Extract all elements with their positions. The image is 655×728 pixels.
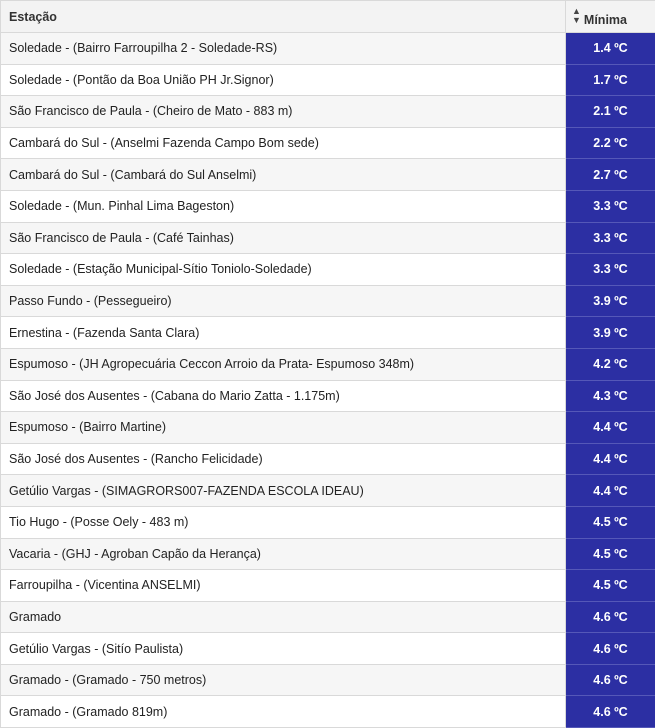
- table-row: [1, 285, 655, 317]
- minimum-temperature-cell: 4.5 ºC: [566, 538, 655, 570]
- sort-icon[interactable]: ▲ ▼: [572, 7, 581, 25]
- station-name-cell: Cambará do Sul - (Cambará do Sul Anselmi): [1, 159, 566, 191]
- station-name-cell: Farroupilha - (Vicentina ANSELMI): [1, 570, 566, 602]
- station-name-cell: São José dos Ausentes - (Cabana do Mario Zatta - 1.175m): [1, 380, 566, 412]
- minimum-temperature-cell: 4.6 ºC: [566, 633, 655, 665]
- table-row: [1, 412, 655, 444]
- minimum-temperature-cell: 4.4 ºC: [566, 475, 655, 507]
- station-name-cell: Gramado - (Gramado 819m): [1, 696, 566, 728]
- minimum-column-header[interactable]: [566, 1, 655, 33]
- station-name-cell: Espumoso - (Bairro Martine): [1, 412, 566, 444]
- minimum-temperature-cell: 4.4 ºC: [566, 412, 655, 444]
- minimum-temperature-cell: 3.9 ºC: [566, 317, 655, 349]
- station-name-cell: Soledade - (Bairro Farroupilha 2 - Soledade-RS): [1, 33, 566, 65]
- minimum-temperature-cell: 4.6 ºC: [566, 696, 655, 728]
- table-row: [1, 159, 655, 191]
- station-name-cell: Gramado: [1, 601, 566, 633]
- station-name-cell: São Francisco de Paula - (Café Tainhas): [1, 222, 566, 254]
- table-row: [1, 475, 655, 507]
- table-row: [1, 506, 655, 538]
- table-row: [1, 254, 655, 286]
- table-row: [1, 190, 655, 222]
- station-name-cell: Passo Fundo - (Pessegueiro): [1, 285, 566, 317]
- minimum-temperature-cell: 4.4 ºC: [566, 443, 655, 475]
- station-name-cell: Soledade - (Estação Municipal-Sítio Toniolo-Soledade): [1, 254, 566, 286]
- minimum-temperature-cell: 4.6 ºC: [566, 601, 655, 633]
- table-row: [1, 64, 655, 96]
- table-row: [1, 443, 655, 475]
- table-row: [1, 348, 655, 380]
- minimum-temperature-cell: 2.2 ºC: [566, 127, 655, 159]
- table-row: [1, 664, 655, 696]
- minimum-temperature-cell: 4.3 ºC: [566, 380, 655, 412]
- table-row: [1, 601, 655, 633]
- table-row: [1, 222, 655, 254]
- station-name-cell: São Francisco de Paula - (Cheiro de Mato - 883 m): [1, 96, 566, 128]
- table-row: [1, 538, 655, 570]
- station-name-cell: Getúlio Vargas - (Sitío Paulista): [1, 633, 566, 665]
- minimum-temperature-cell: 4.5 ºC: [566, 506, 655, 538]
- station-name-cell: Getúlio Vargas - (SIMAGRORS007-FAZENDA ESCOLA IDEAU): [1, 475, 566, 507]
- table-row: [1, 33, 655, 65]
- minimum-temperature-cell: 4.2 ºC: [566, 348, 655, 380]
- station-name-cell: Soledade - (Mun. Pinhal Lima Bageston): [1, 190, 566, 222]
- minimum-temperature-cell: 4.5 ºC: [566, 570, 655, 602]
- minimum-temperature-cell: 3.3 ºC: [566, 190, 655, 222]
- station-name-cell: Ernestina - (Fazenda Santa Clara): [1, 317, 566, 349]
- minimum-temperature-cell: 2.1 ºC: [566, 96, 655, 128]
- table-header-row: [1, 1, 655, 33]
- minimum-temperature-cell: 1.4 ºC: [566, 33, 655, 65]
- minimum-temperature-cell: 3.3 ºC: [566, 222, 655, 254]
- station-name-cell: Soledade - (Pontão da Boa União PH Jr.Signor): [1, 64, 566, 96]
- minimum-temperature-cell: 4.6 ºC: [566, 664, 655, 696]
- minimum-temperature-cell: 3.9 ºC: [566, 285, 655, 317]
- station-column-header[interactable]: [1, 1, 566, 33]
- table-row: [1, 317, 655, 349]
- table-row: [1, 633, 655, 665]
- station-name-cell: Tio Hugo - (Posse Oely - 483 m): [1, 506, 566, 538]
- station-header-label: Estação: [9, 10, 57, 24]
- minimum-temperature-cell: 3.3 ºC: [566, 254, 655, 286]
- station-name-cell: Espumoso - (JH Agropecuária Ceccon Arroio da Prata- Espumoso 348m): [1, 348, 566, 380]
- station-name-cell: Vacaria - (GHJ - Agroban Capão da Herança): [1, 538, 566, 570]
- table-row: [1, 127, 655, 159]
- minimum-temperature-cell: 2.7 ºC: [566, 159, 655, 191]
- table-row: [1, 570, 655, 602]
- station-name-cell: Cambará do Sul - (Anselmi Fazenda Campo Bom sede): [1, 127, 566, 159]
- station-name-cell: Gramado - (Gramado - 750 metros): [1, 664, 566, 696]
- minimum-header-label: Mínima: [584, 13, 627, 27]
- table-row: [1, 96, 655, 128]
- table-row: [1, 696, 655, 728]
- station-name-cell: São José dos Ausentes - (Rancho Felicidade): [1, 443, 566, 475]
- minimum-temperature-cell: 1.7 ºC: [566, 64, 655, 96]
- table-row: [1, 380, 655, 412]
